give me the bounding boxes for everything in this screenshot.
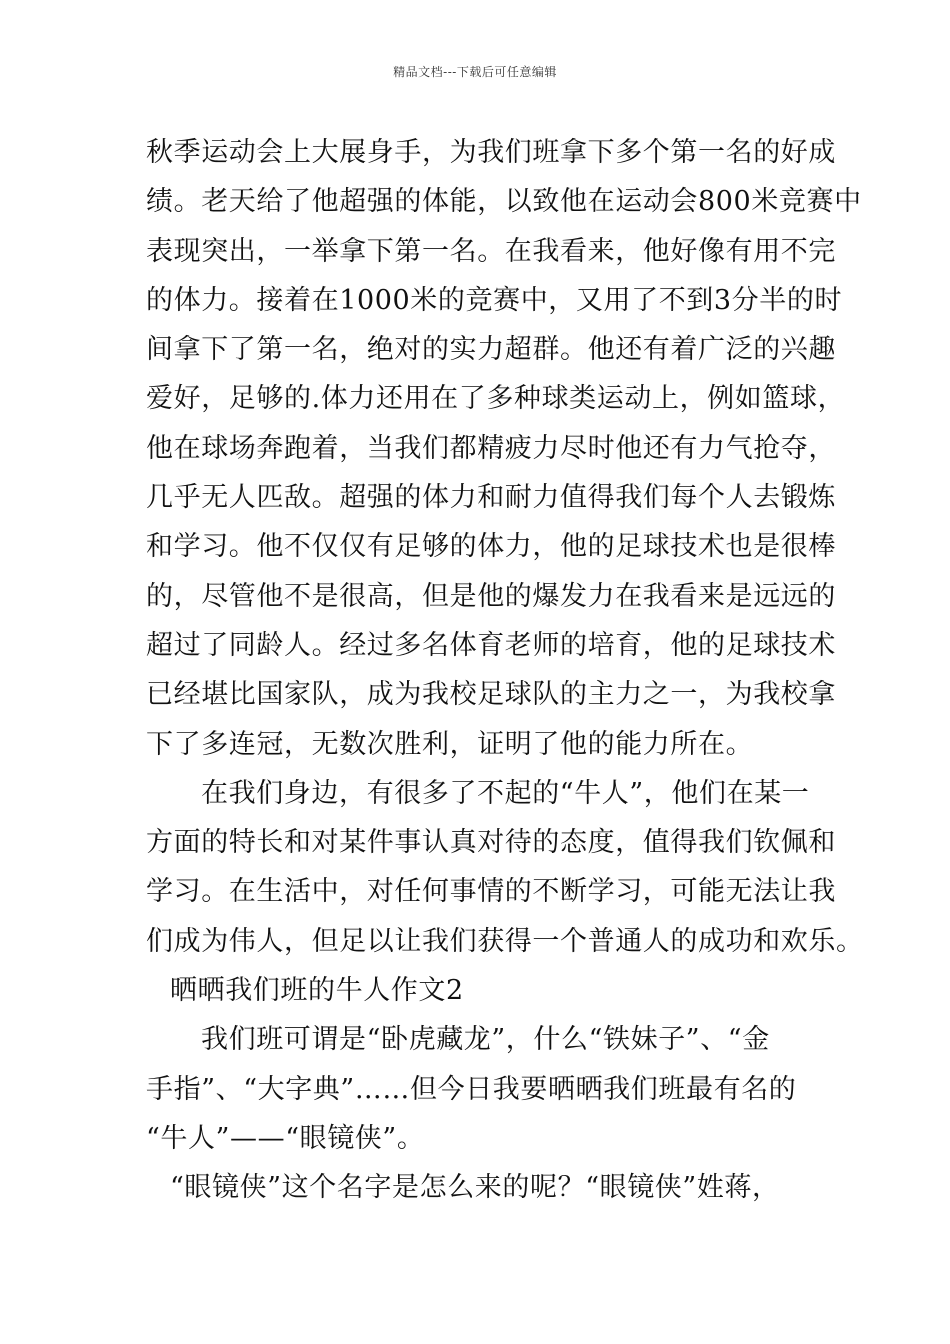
text-line: 的体力。接着在1000米的竞赛中，又用了不到3分半的时 (146, 284, 843, 316)
text-line: 的，尽管他不是很高，但是他的爆发力在我看来是远远的 (146, 580, 836, 612)
text-line: 手指”、“大字典”……但今日我要晒晒我们班最有名的 (146, 1073, 797, 1105)
text-line: 下了多连冠，无数次胜利，证明了他的能力所在。 (146, 728, 754, 760)
text-line: 秋季运动会上大展身手，为我们班拿下多个第一名的好成 (146, 137, 836, 168)
text-line: 已经堪比国家队，成为我校足球队的主力之一，为我校拿 (146, 679, 836, 711)
text-line: 方面的特长和对某件事认真对待的态度，值得我们钦佩和 (146, 827, 836, 859)
text-line: 和学习。他不仅仅有足够的体力，他的足球技术也是很棒 (146, 531, 836, 563)
paragraph-start-line: “眼镜侠”这个名字是怎么来的呢？“眼镜侠”姓蒋， (170, 1172, 780, 1204)
text-line: 表现突出，一举拿下第一名。在我看来，他好像有用不完 (146, 235, 836, 267)
text-line: 间拿下了第一名，绝对的实力超群。他还有着广泛的兴趣 (146, 334, 836, 366)
text-line: 几乎无人匹敌。超强的体力和耐力值得我们每个人去锻炼 (146, 482, 836, 514)
text-line: “牛人”——“眼镜侠”。 (146, 1122, 425, 1154)
text-line: 们成为伟人，但足以让我们获得一个普通人的成功和欢乐。 (146, 925, 864, 957)
paragraph-start-line: 我们班可谓是“卧虎藏龙”，什么“铁妹子”、“金 (201, 1024, 770, 1056)
text-line: 学习。在生活中，对任何事情的不断学习，可能无法让我 (146, 876, 836, 908)
text-line: 超过了同龄人。经过多名体育老师的培育，他的足球技术 (146, 629, 836, 661)
text-line: 绩。老天给了他超强的体能，以致他在运动会800米竞赛中 (146, 186, 862, 218)
page-header: 精品文档---下载后可任意编辑 (393, 65, 557, 79)
text-line: 爱好，足够的.体力还用在了多种球类运动上，例如篮球， (146, 383, 846, 415)
section-heading: 晒晒我们班的牛人作文2 (170, 975, 464, 1007)
text-line: 他在球场奔跑着，当我们都精疲力尽时他还有力气抢夺， (146, 432, 836, 464)
document-body (146, 128, 864, 1213)
paragraph-start-line: 在我们身边，有很多了不起的“牛人”，他们在某一 (201, 777, 810, 809)
